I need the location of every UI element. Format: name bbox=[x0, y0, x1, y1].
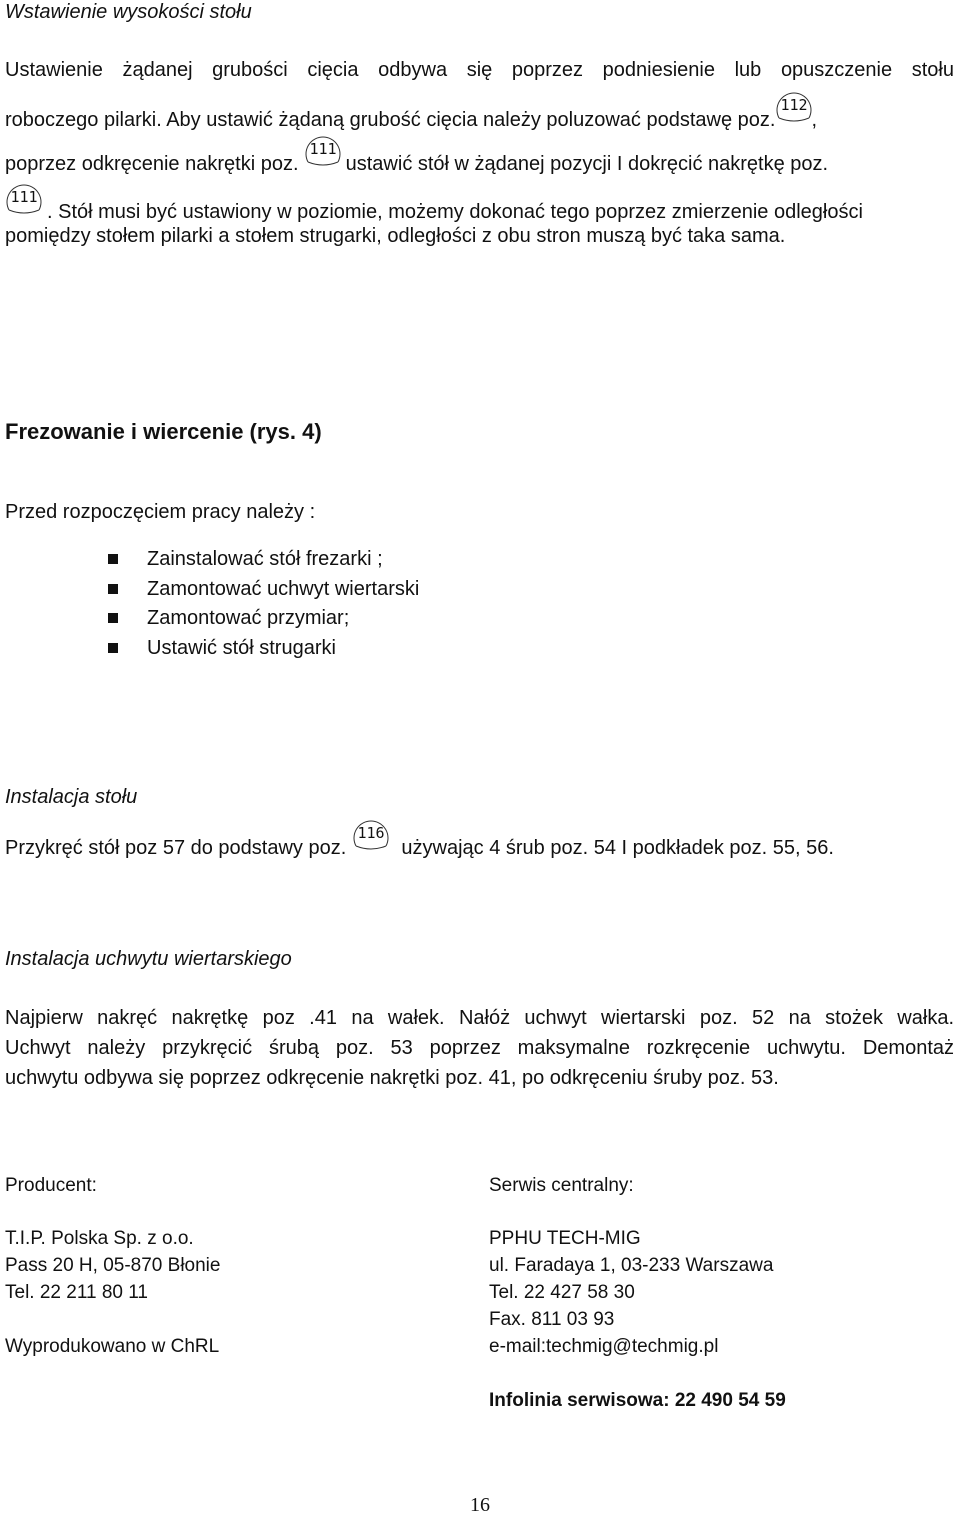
producer-block bbox=[5, 1172, 220, 1360]
callout-111-icon bbox=[5, 188, 47, 218]
paragraph-line bbox=[5, 824, 834, 860]
paragraph-text: ustawić stół w żądanej pozycji I dokręcić nakrętkę poz. bbox=[345, 153, 829, 175]
list-item: Zamontować przymiar; bbox=[147, 607, 350, 629]
service-address: ul. Faradaya 1, 03-233 Warszawa bbox=[489, 1255, 774, 1276]
service-name: PPHU TECH-MIG bbox=[489, 1228, 641, 1249]
section-title-chuck-install: Instalacja uchwytu wiertarskiego bbox=[5, 948, 292, 970]
bullet-icon bbox=[108, 643, 118, 653]
callout-116-icon bbox=[352, 824, 396, 854]
service-hotline: Infolinia serwisowa: 22 490 54 59 bbox=[489, 1390, 786, 1411]
paragraph-line: Najpierw nakręć nakrętkę poz .41 na wałek. Nałóż uchwyt wiertarski poz. 52 na stożek wałka. bbox=[5, 1007, 954, 1029]
page-number: 16 bbox=[470, 1494, 490, 1516]
callout-112-icon bbox=[775, 96, 811, 126]
producer-heading: Producent: bbox=[5, 1175, 97, 1196]
paragraph-text: , bbox=[811, 109, 818, 131]
bullet-icon bbox=[108, 554, 118, 564]
callout-label: 111 bbox=[309, 140, 337, 158]
service-fax: Fax. 811 03 93 bbox=[489, 1309, 615, 1330]
bullet-icon bbox=[108, 584, 118, 594]
paragraph-line: pomiędzy stołem pilarki a stołem strugarki, odległości z obu stron muszą być taka sama. bbox=[5, 225, 786, 247]
paragraph-text: używając 4 śrub poz. 54 I podkładek poz. 55, 56. bbox=[401, 837, 834, 859]
producer-address: Pass 20 H, 05-870 Błonie bbox=[5, 1255, 221, 1276]
service-heading: Serwis centralny: bbox=[489, 1175, 634, 1196]
paragraph-line bbox=[5, 188, 863, 224]
section-title-table-height: Wstawienie wysokości stołu bbox=[5, 1, 252, 23]
paragraph-line: Ustawienie żądanej grubości cięcia odbywa się poprzez podniesienie lub opuszczenie stołu bbox=[5, 59, 954, 81]
service-email[interactable]: e-mail:techmig@techmig.pl bbox=[489, 1336, 719, 1357]
callout-label: 111 bbox=[10, 188, 38, 206]
intro-text: Przed rozpoczęciem pracy należy : bbox=[5, 501, 316, 523]
paragraph-line: uchwytu odbywa się poprzez odkręcenie nakrętki poz. 41, po odkręceniu śruby poz. 53. bbox=[5, 1067, 779, 1089]
service-phone: Tel. 22 427 58 30 bbox=[489, 1282, 635, 1303]
section-title-milling: Frezowanie i wiercenie (rys. 4) bbox=[5, 419, 322, 444]
paragraph-text: roboczego pilarki. Aby ustawić żądaną grubość cięcia należy poluzować podstawę poz. bbox=[5, 109, 776, 131]
paragraph-text: poprzez odkręcenie nakrętki poz. bbox=[5, 153, 299, 175]
list-item: Zamontować uchwyt wiertarski bbox=[147, 578, 420, 600]
producer-phone: Tel. 22 211 80 11 bbox=[5, 1282, 148, 1303]
paragraph-line bbox=[5, 140, 829, 176]
producer-name: T.I.P. Polska Sp. z o.o. bbox=[5, 1228, 194, 1249]
service-block bbox=[489, 1172, 786, 1414]
paragraph-text: . Stół musi być ustawiony w poziomie, możemy dokonać tego poprzez zmierzenie odległości bbox=[47, 201, 863, 223]
producer-origin: Wyprodukowano w ChRL bbox=[5, 1336, 220, 1357]
paragraph-line: Uchwyt należy przykręcić śrubą poz. 53 poprzez maksymalne rozkręcenie uchwytu. Demontaż bbox=[5, 1037, 954, 1059]
section-title-table-install: Instalacja stołu bbox=[5, 786, 138, 808]
callout-111-icon bbox=[304, 140, 340, 170]
list-item: Zainstalować stół frezarki ; bbox=[147, 548, 383, 570]
bullet-icon bbox=[108, 613, 118, 623]
callout-label: 112 bbox=[780, 96, 808, 114]
callout-label: 116 bbox=[357, 824, 385, 842]
paragraph-text: Przykręć stół poz 57 do podstawy poz. bbox=[5, 837, 347, 859]
list-item: Ustawić stół strugarki bbox=[147, 637, 336, 659]
paragraph-line bbox=[5, 96, 818, 132]
